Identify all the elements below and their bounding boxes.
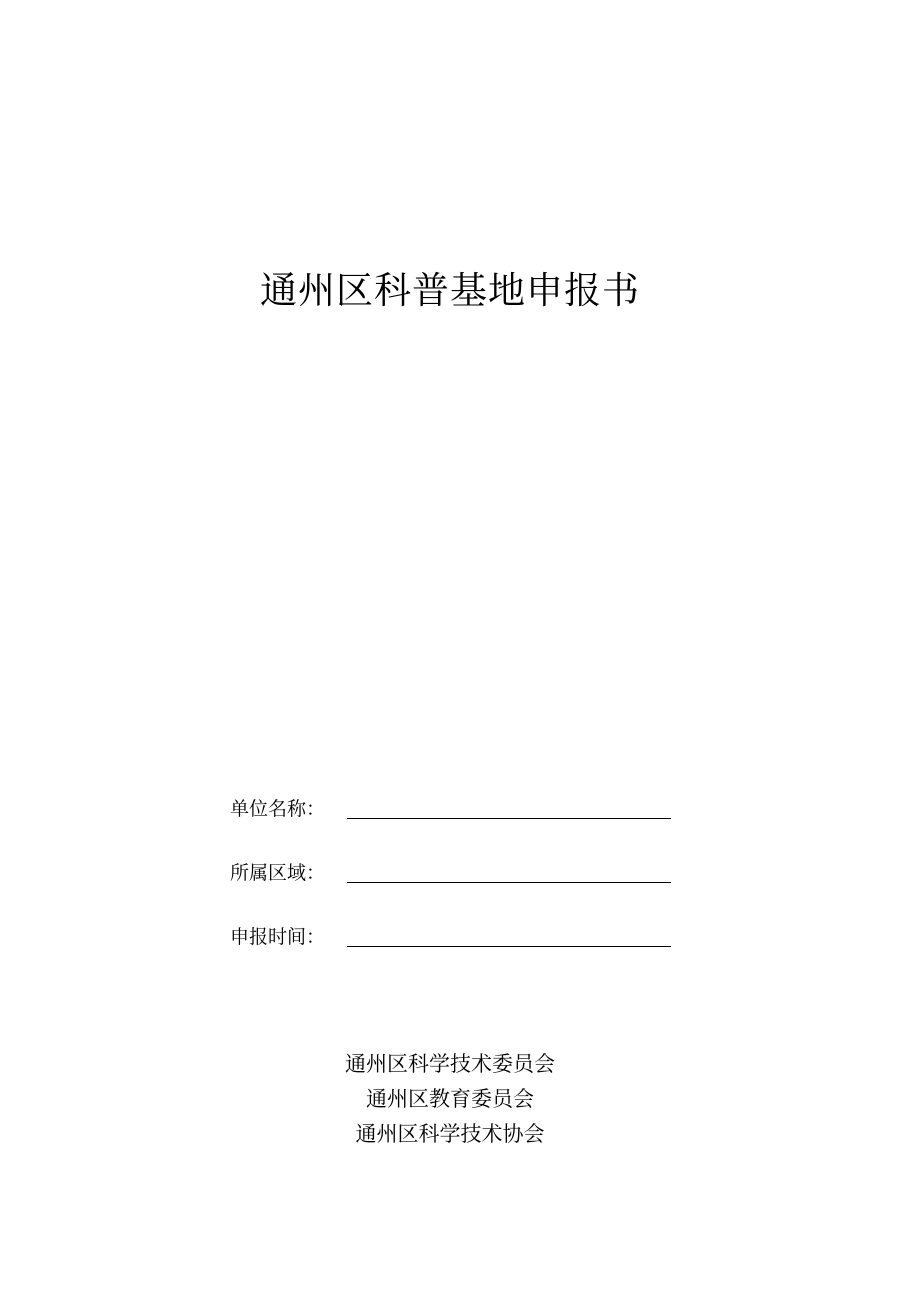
field-label-unit-name: 单位名称： [230,798,326,820]
field-blank-unit-name[interactable] [347,818,671,819]
field-label-date: 申报时间： [230,926,326,948]
document-title: 通州区科普基地申报书 [260,269,640,312]
field-date [230,922,680,952]
issuer-line-3: 通州区科学技术协会 [355,1122,545,1146]
field-unit-name [230,794,680,824]
issuer-line-2: 通州区教育委员会 [366,1087,534,1111]
issuer-line-1: 通州区科学技术委员会 [345,1052,555,1076]
field-blank-date[interactable] [347,946,671,947]
field-region [230,858,680,888]
field-label-region: 所属区域： [230,862,326,884]
field-blank-region[interactable] [347,882,671,883]
